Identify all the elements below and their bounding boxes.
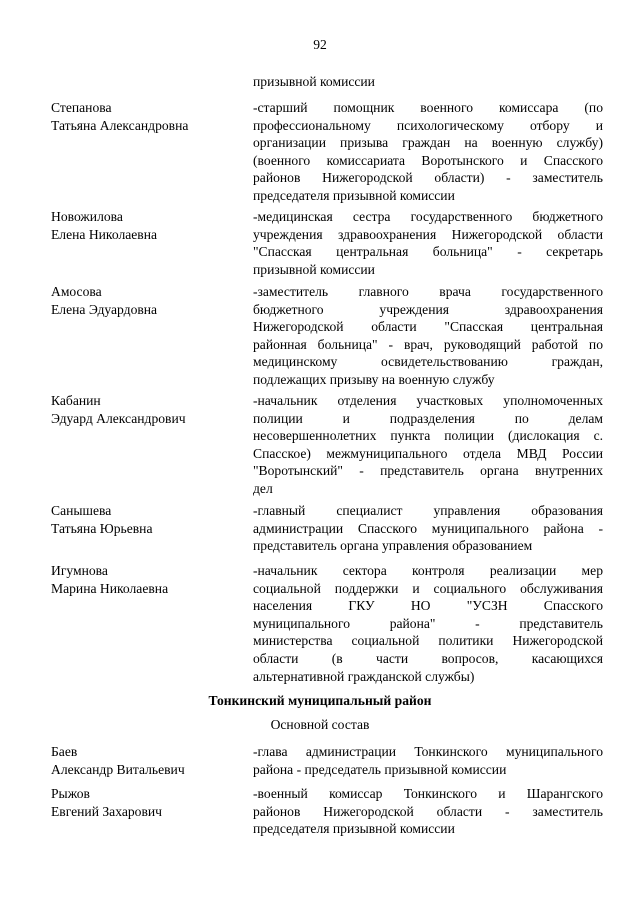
- section-subheading: Основной состав: [270, 717, 370, 732]
- member-role: [253, 99, 603, 205]
- continuation-text: призывной комиссии: [253, 74, 375, 89]
- role-line: района - председатель призывной комиссии: [253, 761, 507, 777]
- role-line: районов Нижегородской области - заместитель: [253, 803, 603, 819]
- member-role: [253, 785, 603, 838]
- member-name: [51, 99, 241, 134]
- member-given-name: Марина Николаевна: [51, 580, 169, 596]
- member-name: [51, 283, 241, 318]
- member-surname: Амосова: [51, 284, 102, 299]
- member-given-name: Татьяна Александровна: [51, 117, 189, 133]
- role-line: бюджетного учреждения здравоохранения: [253, 301, 603, 317]
- member-given-name: Евгений Захарович: [51, 803, 162, 819]
- role-line: председателя призывной комиссии: [253, 821, 455, 837]
- member-surname: Рыжов: [51, 786, 90, 801]
- member-given-name: Татьяна Юрьевна: [51, 520, 153, 536]
- role-line: социальной поддержки и социального обслуживания: [253, 580, 603, 596]
- member-surname: Игумнова: [51, 563, 108, 578]
- role-line: районная больница" - врач, руководящий работой по: [253, 336, 603, 352]
- section-heading: Тонкинский муниципальный район: [208, 693, 432, 708]
- member-name: [51, 743, 241, 778]
- member-surname: Санышева: [51, 503, 112, 518]
- role-line: учреждения здравоохранения Нижегородской области: [253, 226, 603, 242]
- role-line: области (в части вопросов, касающихся: [253, 650, 603, 666]
- role-line: населения ГКУ НО "УСЗН Спасского: [253, 598, 603, 614]
- member-surname: Кабанин: [51, 393, 101, 408]
- role-line: призывной комиссии: [253, 261, 375, 277]
- member-name: [51, 562, 241, 597]
- role-line: -начальник сектора контроля реализации мер: [253, 563, 603, 578]
- role-line: министерства социальной политики Нижегородской: [253, 633, 603, 649]
- role-line: -медицинская сестра государственного бюджетного: [253, 209, 603, 224]
- member-role: [253, 283, 603, 389]
- role-line: профессиональному психологическому отбору и: [253, 117, 603, 133]
- role-line: районов Нижегородской области) - заместитель: [253, 170, 603, 186]
- role-line: муниципального района" - представитель: [253, 615, 603, 631]
- role-line: -заместитель главного врача государственного: [253, 284, 603, 299]
- role-line: подлежащих призыву на военную службу: [253, 371, 495, 387]
- member-surname: Новожилова: [51, 209, 123, 224]
- role-line: Нижегородской области "Спасская центральная: [253, 319, 603, 335]
- role-line: -главный специалист управления образования: [253, 503, 603, 518]
- role-line: организации призыва граждан на военную службу): [253, 135, 603, 151]
- member-role: [253, 562, 603, 685]
- role-line: "Спасская центральная больница" - секретарь: [253, 244, 603, 260]
- member-name: [51, 785, 241, 820]
- member-role: [253, 392, 603, 498]
- member-role: [253, 502, 603, 555]
- role-line: представитель органа управления образованием: [253, 538, 533, 554]
- member-given-name: Эдуард Александрович: [51, 410, 186, 426]
- member-name: [51, 208, 241, 243]
- member-role: [253, 743, 603, 778]
- member-given-name: Елена Эдуардовна: [51, 301, 158, 317]
- member-given-name: Елена Николаевна: [51, 226, 158, 242]
- role-line: -начальник отделения участковых уполномоченных: [253, 393, 603, 408]
- role-line: (военного комиссариата Воротынского и Спасского: [253, 152, 603, 168]
- member-role: [253, 208, 603, 278]
- member-surname: Степанова: [51, 100, 112, 115]
- role-line: медицинскому освидетельствованию граждан,: [253, 354, 603, 370]
- role-line: -глава администрации Тонкинского муниципального: [253, 744, 603, 759]
- member-surname: Баев: [51, 744, 78, 759]
- role-line: администрации Спасского муниципального района -: [253, 520, 603, 536]
- role-line: дел: [253, 480, 273, 496]
- page-number: 92: [313, 37, 327, 52]
- member-given-name: Александр Витальевич: [51, 761, 185, 777]
- role-line: "Воротынский" - представитель органа внутренних: [253, 463, 603, 479]
- role-line: Спасское) межмуниципального отдела МВД России: [253, 445, 603, 461]
- role-line: -военный комиссар Тонкинского и Шарангского: [253, 786, 603, 801]
- role-line: -старший помощник военного комиссара (по: [253, 100, 603, 115]
- role-line: несовершеннолетних пункта полиции (дислокация с.: [253, 428, 603, 444]
- role-line: председателя призывной комиссии: [253, 187, 455, 203]
- member-name: [51, 502, 241, 537]
- member-name: [51, 392, 241, 427]
- role-line: полиции и подразделения по делам: [253, 410, 603, 426]
- role-line: альтернативной гражданской службы): [253, 668, 475, 684]
